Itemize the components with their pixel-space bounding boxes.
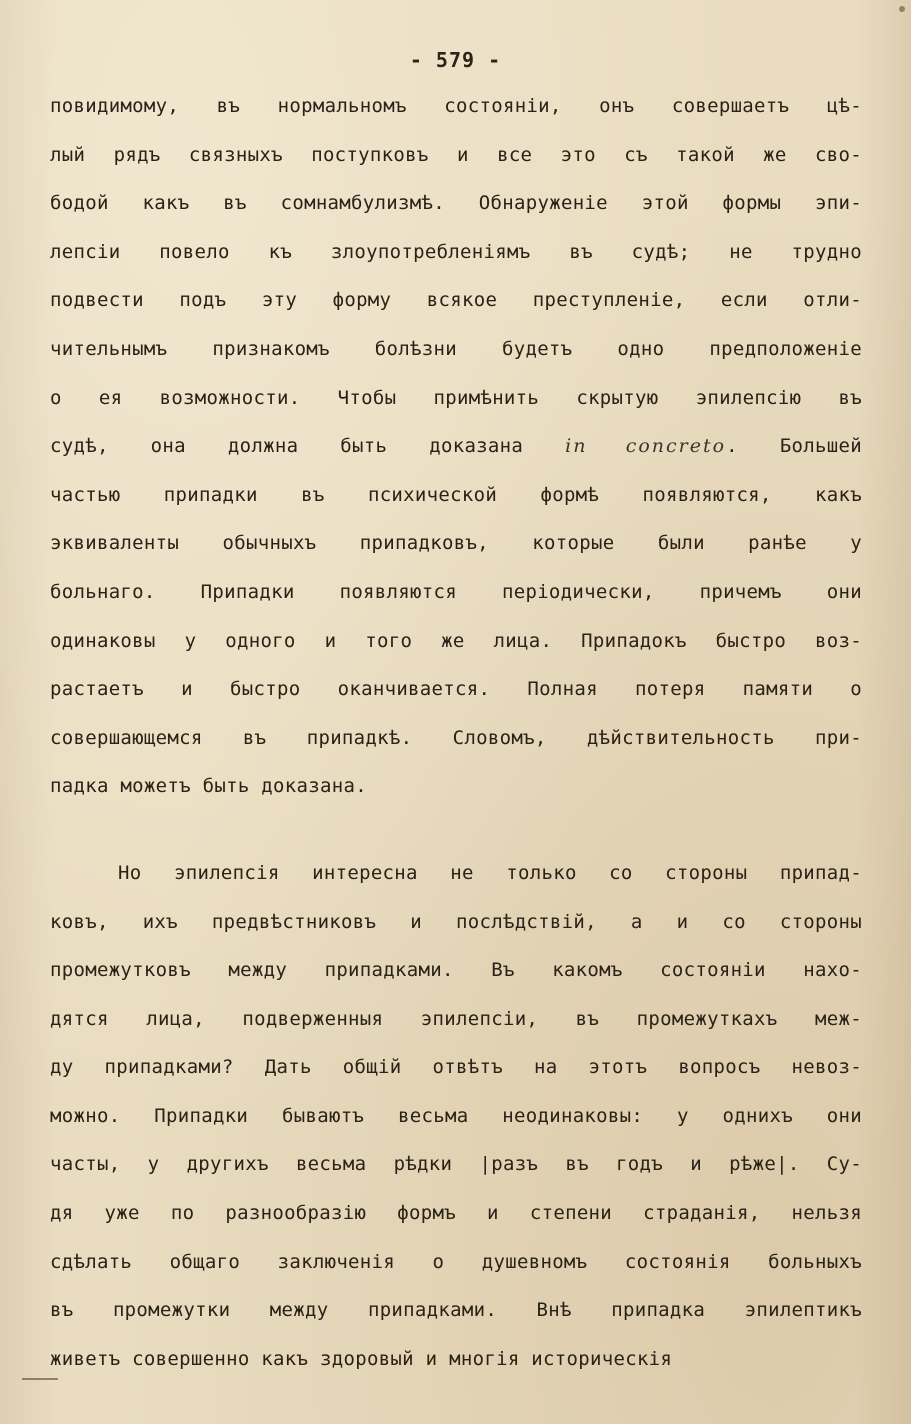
text-line: растаетъ и быстро оканчивается. Полная потеря памяти о <box>50 678 862 701</box>
text-line: можно. Припадки бываютъ весьма неодинаковы: у однихъ они <box>50 1104 862 1127</box>
page-number: - 579 - <box>409 48 502 72</box>
text-line: больнаго. Припадки появляются перiодически, причемъ они <box>50 580 862 603</box>
text-line: лый рядъ связныхъ поступковъ и все это съ такой же сво- <box>50 143 862 166</box>
text-line: подвести подъ эту форму всякое преступленiе, если отли- <box>50 289 862 312</box>
text-line: часты, у другихъ весьма рѣдки |разъ въ годъ и рѣже|. Су- <box>50 1153 862 1176</box>
ink-speck <box>899 6 905 12</box>
text-line: промежутковъ между припадками. Въ какомъ состоянiи нахо- <box>50 959 862 982</box>
handwritten-insertion: in concreto <box>565 435 727 458</box>
body-text <box>50 82 862 1383</box>
text-line: ду припадками? Дать общiй отвѣтъ на этотъ вопросъ невоз- <box>50 1056 862 1079</box>
text-line: дя уже по разнообразiю формъ и степени страданiя, нельзя <box>50 1202 862 1225</box>
text-line: ковъ, ихъ предвѣстниковъ и послѣдствiй, а и со стороны <box>50 910 862 933</box>
text-line: чительнымъ признакомъ болѣзни будетъ одно предположенiе <box>50 337 862 360</box>
text-line: частью припадки въ психической формѣ появляются, какъ <box>50 483 862 506</box>
text-line: одинаковы у одного и того же лица. Припадокъ быстро воз- <box>50 629 862 652</box>
text-line: эквиваленты обычныхъ припадковъ, которые были ранѣе у <box>50 532 862 555</box>
text-line: въ промежутки между припадками. Внѣ припадка эпилептикъ <box>50 1299 862 1322</box>
text-line: о ея возможности. Чтобы примѣнить скрытую эпилепсiю въ <box>50 386 862 409</box>
text-line: дятся лица, подверженныя эпилепсiи, въ промежуткахъ меж- <box>50 1007 862 1030</box>
text-line: повидимому, въ нормальномъ состоянiи, онъ совершаетъ цѣ- <box>50 95 862 117</box>
text-line: лепсiи повело къ злоупотребленiямъ въ судѣ; не трудно <box>50 240 862 263</box>
margin-dash-mark <box>22 1378 58 1380</box>
text-line: Но эпилепсiя интересна не только со стороны припад- <box>118 861 862 884</box>
text-line: бодой какъ въ сомнамбулизмѣ. Обнаруженiе этой формы эпи- <box>50 192 862 215</box>
text-line: падка можетъ быть доказана. <box>50 775 367 798</box>
text-fragment: . Большей <box>726 435 862 458</box>
paragraph-gap <box>50 811 862 849</box>
text-line: сдѣлать общаго заключенiя о душевномъ состоянiя больныхъ <box>50 1250 862 1273</box>
text-line-with-handwriting <box>50 422 862 471</box>
text-fragment: судѣ, она должна быть доказана <box>50 435 566 458</box>
text-line: живетъ совершенно какъ здоровый и многiя историческiя <box>50 1347 673 1370</box>
text-line: совершающемся въ припадкѣ. Словомъ, дѣйствительность при- <box>50 726 862 749</box>
